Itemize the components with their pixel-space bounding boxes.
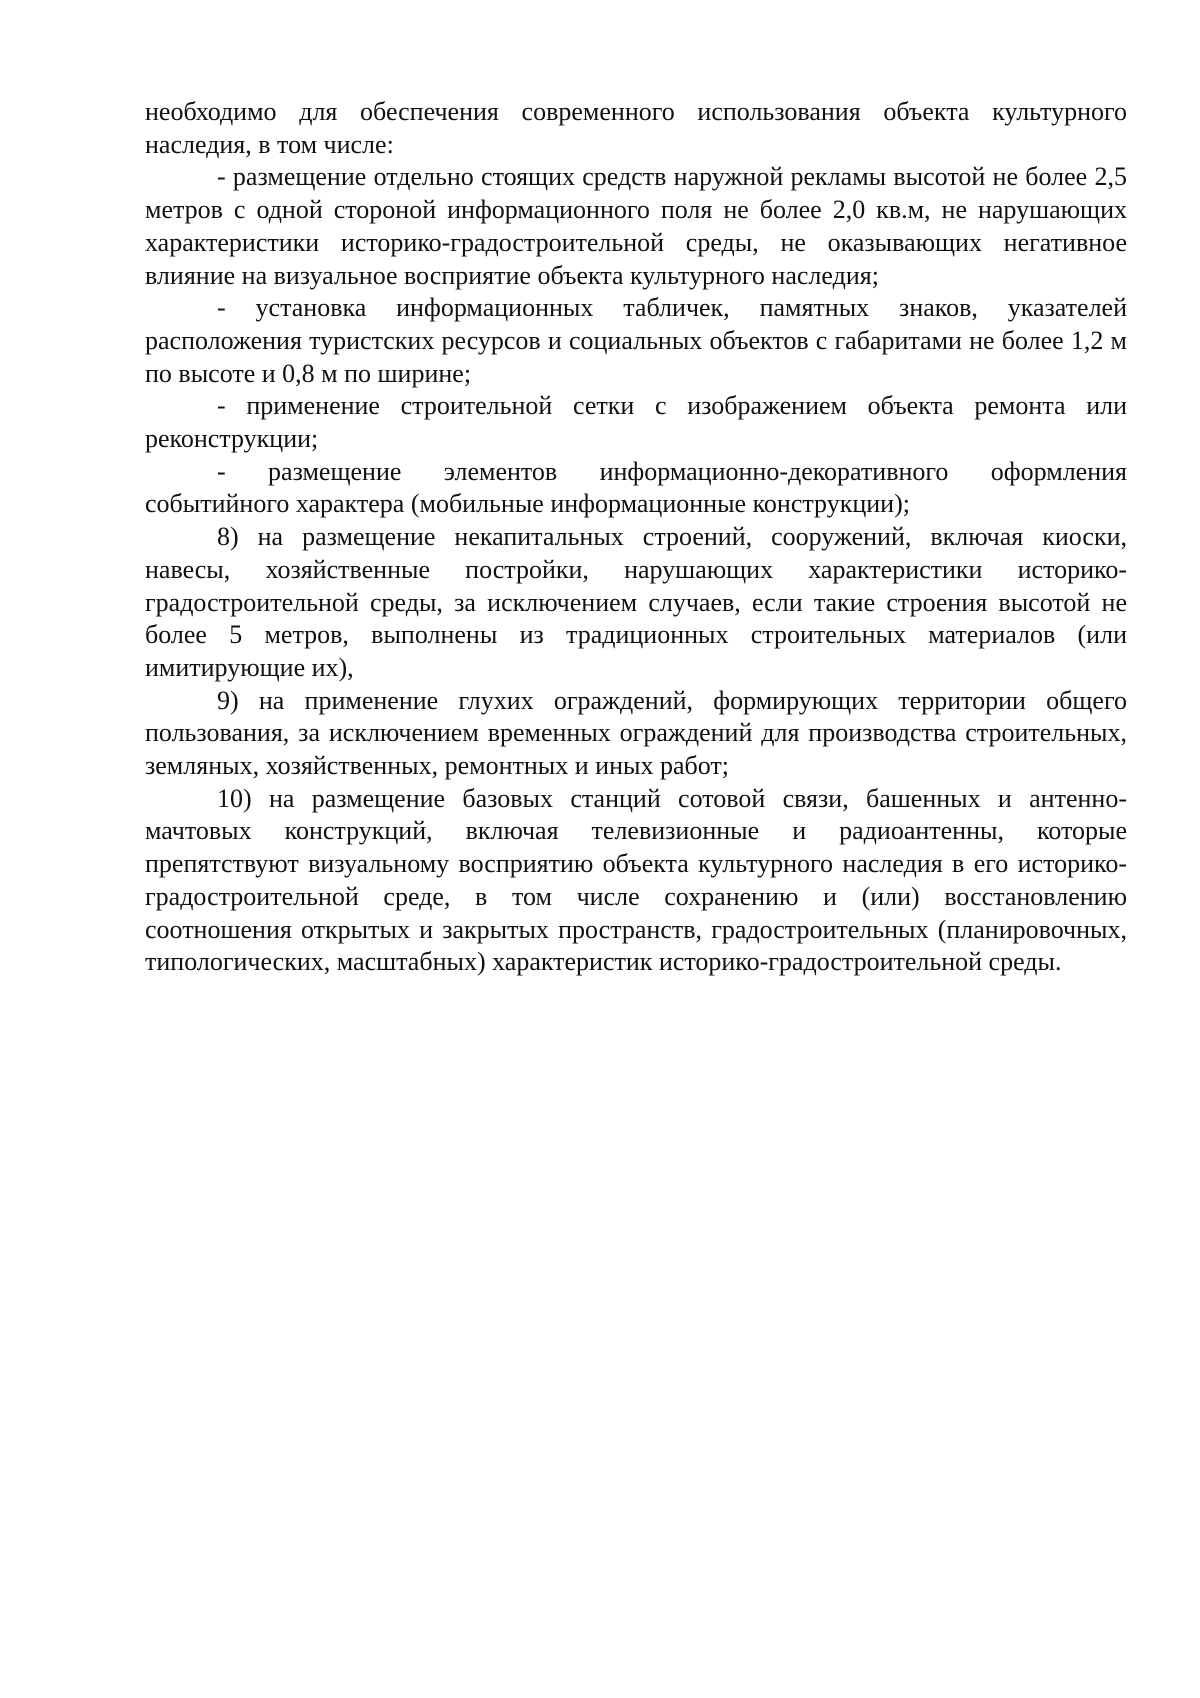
paragraph-continuation: необходимо для обеспечения современного использования объекта культурного наследия, в том числе: bbox=[145, 97, 1127, 159]
paragraph-outdoor-advertising: - размещение отдельно стоящих средств наружной рекламы высотой не более 2,5 метров с одной стороной информационного поля не более 2,0 кв.м, не нарушающих характеристики историко-градостроительной среды, не оказывающих негативное влияние на визуальное восприятие объекта культурного наследия; bbox=[145, 162, 1127, 290]
paragraph-construction-mesh: - применение строительной сетки с изображением объекта ремонта или реконструкции; bbox=[145, 391, 1127, 454]
paragraph-info-signs: - установка информационных табличек, памятных знаков, указателей расположения туристских ресурсов и социальных объектов с габаритами не более 1,2 м по высоте и 0,8 м по ширине; bbox=[145, 293, 1127, 388]
document-body bbox=[145, 96, 1127, 979]
paragraph-item-9: 9) на применение глухих ограждений, формирующих территории общего пользования, за исключением временных ограждений для производства строительных, земляных, хозяйственных, ремонтных и иных работ; bbox=[145, 685, 1127, 781]
paragraph-item-10: 10) на размещение базовых станций сотовой связи, башенных и антенно-мачтовых конструкций, включая телевизионные и радиоантенны, которые препятствуют визуальному восприятию объекта культурного наследия в его историко-градостроительной среде, в том числе сохранению и (или) восстановлению соотношения открытых и закрытых пространств, градостроительных (планировочных, типологических, масштабных) характеристик историко-градостроительной среды. bbox=[145, 783, 1127, 977]
paragraph-decorative-elements: - размещение элементов информационно-декоративного оформления событийного характера (мобильные информационные конструкции); bbox=[145, 456, 1127, 519]
paragraph-item-8: 8) на размещение некапитальных строений, сооружений, включая киоски, навесы, хозяйственные постройки, нарушающих характеристики историко-градостроительной среды, за исключением случаев, если такие строения высотой не более 5 метров, выполнены из традиционных строительных материалов (или имитирующие их), bbox=[145, 522, 1127, 682]
